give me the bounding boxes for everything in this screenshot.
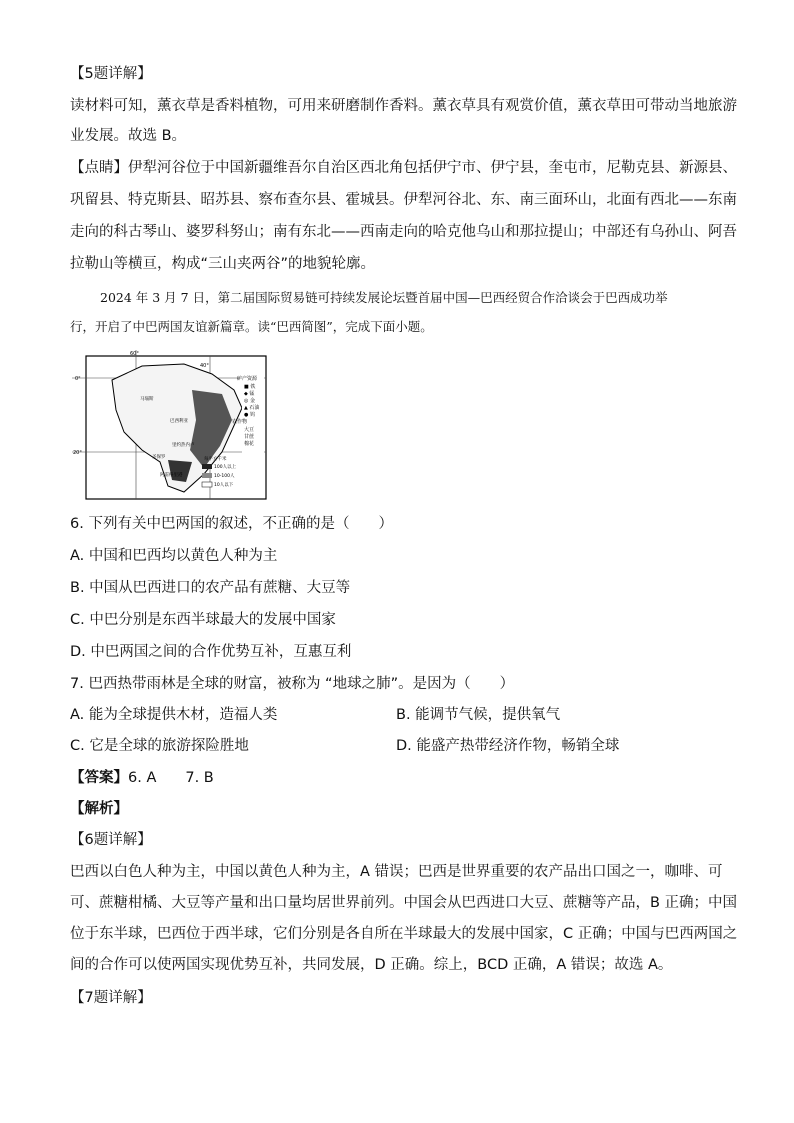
map-place: 马瑙斯 [140,397,154,402]
map-lat-40: 40° [200,363,209,369]
highlight-line-1: 【点睛】伊犁河谷位于中国新疆维吾尔自治区西北角包括伊宁市、伊宁县，奎屯市，尼勒克县、新源县、 [70,160,737,176]
q6-option-b: B. 中国从巴西进口的农产品有蔗糖、大豆等 [70,580,351,596]
q7-option-a: A. 能为全球提供木材，造福人类 [70,707,278,723]
map-lat-20: 20° [73,450,82,456]
analysis-label: 【解析】 [70,801,128,817]
q7-option-c: C. 它是全球的旅游探险胜地 [70,738,249,754]
map-crops-title: 农作物 [232,419,248,425]
section6-line-4: 间的合作可以使两国实现优势互补，共同发展，D 正确。综上，BCD 正确，A 错误；故选 A。 [70,957,673,973]
intro-line-2: 行，开启了中巴两国友谊新篇章。读“巴西简图”，完成下面小题。 [70,319,433,334]
map-density: 10人以下 [214,483,234,488]
answer-line [70,768,214,788]
map-legend-item: ● 钨 [244,412,255,418]
section6-line-1: 巴西以白色人种为主，中国以黄色人种为主，A 错误；巴西是世界重要的农产品出口国之一，咖啡、可 [70,864,723,880]
highlight-line-4: 拉勒山等横亘，构成“三山夹两谷”的地貌轮廓。 [70,256,376,272]
brazil-map [72,350,270,500]
map-legend-item: ▲ 石油 [244,405,260,411]
map-density: 10-100人 [214,474,235,479]
map-legend-item: ■ 铁 [244,384,256,390]
map-crop: 大豆 [244,427,255,433]
map-place: 里约热内卢 [172,443,195,448]
map-legend-item: ◎ 金 [244,398,255,404]
q6-option-d: D. 中巴两国之间的合作优势互补，互惠互利 [70,644,352,660]
map-density: 100人以上 [214,465,237,470]
map-place: 巴西利亚 [170,419,188,424]
section6-line-2: 可、蔗糖柑橘、大豆等产量和出口量均居世界前列。中国会从巴西进口大豆、蔗糖等产品，B 正确；中国 [70,895,738,911]
map-lat-60: 60° [130,351,139,357]
answer-label: 【答案】 [70,770,128,786]
section7-header: 【7题详解】 [70,990,152,1006]
map-place: 阿雷格里港 [160,473,183,478]
q6-option-c: C. 中巴分别是东西半球最大的发展中国家 [70,612,336,628]
section6-header: 【6题详解】 [70,832,152,848]
highlight-line-2: 巩留县、特克斯县、昭苏县、察布查尔县、霍城县。伊犁河谷北、东、南三面环山，北面有西北——东南 [70,192,737,208]
section5-line-1: 读材料可知，薰衣草是香料植物，可用来研磨制作香料。薰衣草具有观赏价值，薰衣草田可带动当地旅游 [70,98,737,114]
map-legend-title: 矿产资源 [237,376,258,382]
section5-line-2: 业发展。故选 B。 [70,128,187,144]
map-legend-item: ◆ 锰 [244,391,255,397]
intro-line-1: 2024 年 3 月 7 日，第二届国际贸易链可持续发展论坛暨首届中国—巴西经贸合作洽谈会于巴西成功举 [100,290,668,305]
map-crop: 棉花 [244,441,255,447]
section6-line-3: 位于东半球，巴西位于西半球，它们分别是各自所在半球最大的发展中国家，C 正确；中国与巴西两国之 [70,926,738,942]
map-density-title: 每平方千米 [204,457,227,462]
map-place: 圣保罗 [152,455,166,460]
q7-stem: 7. 巴西热带雨林是全球的财富，被称为 “地球之肺”。是因为（ ） [70,676,515,692]
map-lat-0: 0° [75,376,81,382]
highlight-line-3: 走向的科古琴山、婆罗科努山；南有东北——西南走向的哈克他乌山和那拉提山；中部还有乌孙山、阿吾 [70,224,737,240]
answer-text: 6. A 7. B [128,770,214,786]
q6-option-a: A. 中国和巴西均以黄色人种为主 [70,548,278,564]
q7-option-d: D. 能盛产热带经济作物，畅销全球 [396,738,620,754]
map-crop: 甘蔗 [244,434,255,440]
q7-option-b: B. 能调节气候，提供氧气 [396,707,561,723]
section5-header: 【5题详解】 [70,66,152,82]
q6-stem: 6. 下列有关中巴两国的叙述，不正确的是（ ） [70,516,393,532]
